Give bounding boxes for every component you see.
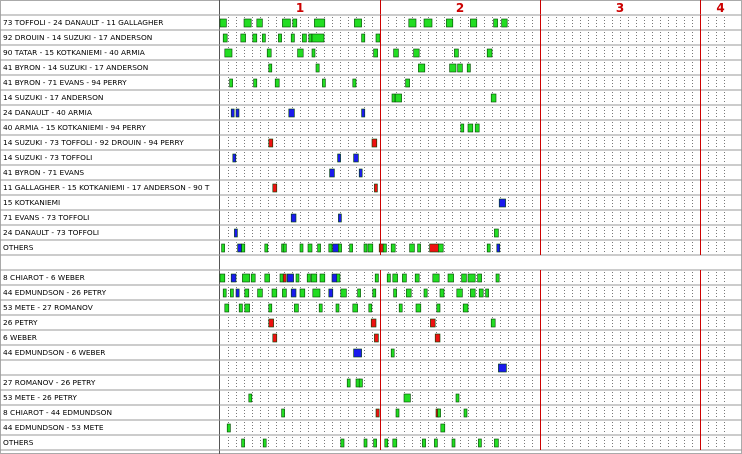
shift-box[interactable]: [415, 274, 419, 282]
shift-box[interactable]: [333, 244, 339, 252]
shift-box[interactable]: [475, 124, 479, 132]
shift-box[interactable]: [254, 79, 257, 87]
shift-box[interactable]: [410, 244, 415, 252]
shift-box[interactable]: [251, 274, 255, 282]
shift-box[interactable]: [230, 79, 233, 87]
shift-box[interactable]: [273, 334, 277, 342]
shift-box[interactable]: [369, 304, 372, 312]
shift-box[interactable]: [225, 49, 232, 57]
shift-box[interactable]: [244, 19, 251, 27]
shift-box[interactable]: [234, 229, 237, 237]
shift-box[interactable]: [267, 49, 271, 57]
shift-box[interactable]: [468, 274, 475, 282]
defense-pair-row-label: 44 EDMUNDSON - 26 PETRY: [3, 288, 107, 297]
defense-pair-row-label: OTHERS: [3, 438, 34, 447]
shift-box[interactable]: [269, 304, 272, 312]
shift-box[interactable]: [312, 34, 324, 42]
shift-box[interactable]: [309, 34, 312, 42]
shift-box[interactable]: [470, 289, 475, 297]
shift-box[interactable]: [479, 289, 483, 297]
shift-box[interactable]: [437, 304, 440, 312]
forward-line-row-label: 92 DROUIN - 14 SUZUKI - 17 ANDERSON: [3, 33, 153, 42]
shift-box[interactable]: [245, 289, 249, 297]
shift-box[interactable]: [402, 274, 406, 282]
shift-box[interactable]: [341, 289, 347, 297]
shift-box[interactable]: [468, 124, 473, 132]
shift-box[interactable]: [353, 79, 356, 87]
shift-box[interactable]: [291, 289, 296, 297]
shift-box[interactable]: [383, 244, 386, 252]
shift-box[interactable]: [231, 274, 236, 282]
shift-box[interactable]: [242, 244, 245, 252]
shift-box[interactable]: [461, 124, 464, 132]
shift-box[interactable]: [269, 64, 272, 72]
shift-box[interactable]: [478, 439, 481, 447]
shift-box[interactable]: [395, 94, 401, 102]
shift-box[interactable]: [320, 274, 325, 282]
shift-box[interactable]: [364, 439, 367, 447]
shift-box[interactable]: [318, 244, 321, 252]
shift-box[interactable]: [273, 184, 277, 192]
shift-box[interactable]: [236, 289, 239, 297]
shift-box[interactable]: [220, 19, 226, 27]
shift-box[interactable]: [312, 49, 315, 57]
shift-box[interactable]: [406, 289, 411, 297]
shift-box[interactable]: [491, 94, 496, 102]
shift-box[interactable]: [347, 379, 350, 387]
shift-box[interactable]: [409, 19, 416, 27]
shift-box[interactable]: [452, 439, 455, 447]
shift-box[interactable]: [227, 424, 230, 432]
shift-box[interactable]: [464, 409, 467, 417]
shift-box[interactable]: [282, 289, 286, 297]
forward-line-row-label: 14 SUZUKI - 17 ANDERSON: [3, 93, 104, 102]
shift-box[interactable]: [302, 34, 306, 42]
shift-box[interactable]: [230, 289, 233, 297]
shift-box[interactable]: [336, 304, 339, 312]
shift-box[interactable]: [245, 304, 250, 312]
shift-box[interactable]: [467, 64, 470, 72]
shift-box[interactable]: [263, 439, 266, 447]
forward-line-row-label: 15 KOTKANIEMI: [3, 198, 61, 207]
defense-pair-row-label: 26 PETRY: [3, 318, 38, 327]
shift-box[interactable]: [362, 109, 365, 117]
shift-box[interactable]: [280, 274, 283, 282]
forward-line-row-label: 73 TOFFOLI - 24 DANAULT - 11 GALLAGHER: [3, 18, 164, 27]
shift-box[interactable]: [319, 304, 322, 312]
shift-box[interactable]: [358, 289, 361, 297]
defense-pair-row-label: 8 CHIAROT - 6 WEBER: [3, 273, 85, 282]
shift-box[interactable]: [265, 244, 268, 252]
shift-box[interactable]: [499, 199, 505, 207]
shift-box[interactable]: [300, 289, 305, 297]
shift-box[interactable]: [491, 319, 495, 327]
forward-line-row-label: 41 BYRON - 71 EVANS - 94 PERRY: [3, 78, 127, 87]
shift-box[interactable]: [376, 409, 379, 417]
shift-box[interactable]: [269, 139, 273, 147]
shift-box[interactable]: [396, 409, 399, 417]
shift-box[interactable]: [393, 439, 397, 447]
shift-box[interactable]: [338, 154, 341, 162]
shift-box[interactable]: [440, 289, 444, 297]
shift-box[interactable]: [393, 274, 398, 282]
shift-box[interactable]: [435, 334, 440, 342]
shift-box[interactable]: [446, 19, 452, 27]
shift-box[interactable]: [289, 109, 295, 117]
shift-box[interactable]: [374, 184, 377, 192]
shift-box[interactable]: [385, 439, 388, 447]
shift-box[interactable]: [394, 49, 399, 57]
shift-box[interactable]: [406, 79, 410, 87]
shift-box[interactable]: [433, 274, 439, 282]
forward-line-row-label: 11 GALLAGHER - 15 KOTKANIEMI - 17 ANDERSON - 90 T: [3, 183, 210, 192]
shift-box[interactable]: [262, 34, 265, 42]
shift-box[interactable]: [487, 49, 492, 57]
shift-box[interactable]: [283, 274, 286, 282]
shift-box[interactable]: [354, 349, 362, 357]
shift-box[interactable]: [376, 34, 380, 42]
shift-box[interactable]: [458, 64, 463, 72]
shift-box[interactable]: [313, 289, 320, 297]
shift-box[interactable]: [350, 244, 353, 252]
forward-line-row-label: 24 DANAULT - 40 ARMIA: [3, 108, 92, 117]
shift-box[interactable]: [269, 319, 274, 327]
shift-box[interactable]: [450, 64, 456, 72]
shift-box[interactable]: [337, 274, 340, 282]
shift-box[interactable]: [494, 439, 498, 447]
shift-box[interactable]: [418, 64, 424, 72]
shift-box[interactable]: [291, 214, 296, 222]
shift-box[interactable]: [223, 34, 227, 42]
shift-box[interactable]: [498, 364, 506, 372]
shift-box[interactable]: [424, 19, 432, 27]
defense-pair-row-label: 8 CHIAROT - 44 EDMUNDSON: [3, 408, 112, 417]
shift-box[interactable]: [422, 439, 425, 447]
shift-box[interactable]: [225, 304, 229, 312]
shift-box[interactable]: [372, 139, 377, 147]
forward-line-row-label: OTHERS: [3, 243, 34, 252]
shift-box[interactable]: [238, 244, 242, 252]
shift-box[interactable]: [368, 244, 373, 252]
shift-box[interactable]: [494, 229, 498, 237]
shift-box[interactable]: [242, 274, 249, 282]
period-label-3: 3: [615, 1, 625, 15]
shift-box[interactable]: [258, 289, 263, 297]
shift-box[interactable]: [242, 439, 245, 447]
shift-box[interactable]: [283, 244, 286, 252]
shift-box[interactable]: [282, 19, 290, 27]
shift-box[interactable]: [373, 289, 376, 297]
shift-box[interactable]: [223, 289, 226, 297]
defense-pair-row-label: 44 EDMUNDSON - 6 WEBER: [3, 348, 106, 357]
shift-box[interactable]: [330, 169, 335, 177]
shift-box[interactable]: [307, 274, 310, 282]
shift-box[interactable]: [375, 274, 378, 282]
shift-box[interactable]: [275, 79, 279, 87]
shift-box[interactable]: [322, 79, 325, 87]
defense-pair-row-label: 6 WEBER: [3, 333, 37, 342]
shift-box[interactable]: [231, 109, 234, 117]
shift-box[interactable]: [374, 49, 378, 57]
shift-box[interactable]: [416, 304, 421, 312]
shift-box[interactable]: [414, 49, 420, 57]
shift-box[interactable]: [462, 274, 467, 282]
forward-line-row-label: 41 BYRON - 71 EVANS: [3, 168, 85, 177]
shift-box[interactable]: [404, 394, 410, 402]
shift-box[interactable]: [486, 289, 489, 297]
shift-box[interactable]: [354, 19, 361, 27]
shift-box[interactable]: [456, 394, 459, 402]
shift-box[interactable]: [457, 289, 463, 297]
shift-box[interactable]: [392, 94, 395, 102]
forward-line-row-label: 40 ARMIA - 15 KOTKANIEMI - 94 PERRY: [3, 123, 146, 132]
shift-box[interactable]: [329, 289, 333, 297]
shift-box[interactable]: [241, 34, 246, 42]
shift-box[interactable]: [374, 334, 378, 342]
shift-box[interactable]: [236, 109, 239, 117]
shift-box[interactable]: [308, 244, 312, 252]
shift-box[interactable]: [394, 289, 397, 297]
shift-box[interactable]: [496, 274, 499, 282]
shift-box[interactable]: [418, 244, 421, 252]
shift-box[interactable]: [438, 244, 443, 252]
shift-box[interactable]: [463, 304, 468, 312]
shift-box[interactable]: [374, 439, 377, 447]
shift-box[interactable]: [338, 244, 341, 252]
shift-box[interactable]: [371, 319, 376, 327]
shift-box[interactable]: [298, 49, 304, 57]
shift-box[interactable]: [294, 304, 298, 312]
period-label-1: 1: [295, 1, 305, 15]
shift-box[interactable]: [364, 244, 367, 252]
shift-box[interactable]: [494, 19, 498, 27]
shift-box[interactable]: [387, 274, 390, 282]
defense-pair-row-label: 27 ROMANOV - 26 PETRY: [3, 378, 96, 387]
forward-line-row-label: 14 SUZUKI - 73 TOFFOLI: [3, 153, 93, 162]
shift-box[interactable]: [478, 274, 482, 282]
defense-pair-row-label: 44 EDMUNDSON - 53 METE: [3, 423, 104, 432]
shift-box[interactable]: [359, 169, 362, 177]
shift-box[interactable]: [293, 19, 297, 27]
forward-line-row-label: 24 DANAULT - 73 TOFFOLI: [3, 228, 100, 237]
shift-box[interactable]: [399, 304, 402, 312]
shift-box[interactable]: [362, 34, 365, 42]
shift-box[interactable]: [257, 19, 263, 27]
shift-box[interactable]: [278, 34, 281, 42]
shift-box[interactable]: [300, 244, 303, 252]
shift-box[interactable]: [272, 289, 277, 297]
defense-pair-row-label: 53 METE - 26 PETRY: [3, 393, 77, 402]
shift-box[interactable]: [434, 439, 437, 447]
shift-box[interactable]: [222, 244, 225, 252]
shift-box[interactable]: [424, 289, 427, 297]
shift-box[interactable]: [282, 409, 285, 417]
forward-line-row-label: 90 TATAR - 15 KOTKANIEMI - 40 ARMIA: [3, 48, 145, 57]
shift-box[interactable]: [379, 244, 383, 252]
shift-box[interactable]: [253, 34, 257, 42]
shift-box[interactable]: [430, 244, 439, 252]
period-label-2: 2: [455, 1, 465, 15]
shift-box[interactable]: [448, 274, 454, 282]
shift-box[interactable]: [291, 34, 294, 42]
shift-box[interactable]: [470, 19, 476, 27]
shift-box[interactable]: [354, 154, 359, 162]
shift-box[interactable]: [359, 379, 362, 387]
shift-box[interactable]: [430, 319, 435, 327]
shift-box[interactable]: [296, 274, 299, 282]
shift-box[interactable]: [438, 409, 441, 417]
shift-box[interactable]: [332, 274, 337, 282]
defense-pair-row-label: 53 METE - 27 ROMANOV: [3, 303, 93, 312]
shift-box[interactable]: [454, 49, 458, 57]
shift-box[interactable]: [249, 394, 252, 402]
period-label-4: 4: [716, 1, 725, 15]
shift-box[interactable]: [338, 214, 341, 222]
shift-box[interactable]: [502, 19, 508, 27]
shift-box[interactable]: [233, 154, 236, 162]
shift-box[interactable]: [329, 244, 332, 252]
shift-box[interactable]: [441, 424, 445, 432]
shift-box[interactable]: [341, 439, 344, 447]
shift-box[interactable]: [265, 274, 270, 282]
shift-box[interactable]: [316, 64, 319, 72]
shift-box[interactable]: [220, 274, 225, 282]
shift-box[interactable]: [239, 304, 242, 312]
shift-box[interactable]: [287, 274, 293, 282]
shift-box[interactable]: [391, 349, 394, 357]
shift-box[interactable]: [497, 244, 500, 252]
forward-line-row-label: 14 SUZUKI - 73 TOFFOLI - 92 DROUIN - 94 PERRY: [3, 138, 184, 147]
forward-line-row-label: 41 BYRON - 14 SUZUKI - 17 ANDERSON: [3, 63, 149, 72]
shift-box[interactable]: [353, 304, 358, 312]
shift-box[interactable]: [314, 19, 324, 27]
shift-box[interactable]: [391, 244, 395, 252]
shift-box[interactable]: [487, 244, 490, 252]
shift-box[interactable]: [311, 274, 317, 282]
forward-line-row-label: 71 EVANS - 73 TOFFOLI: [3, 213, 90, 222]
